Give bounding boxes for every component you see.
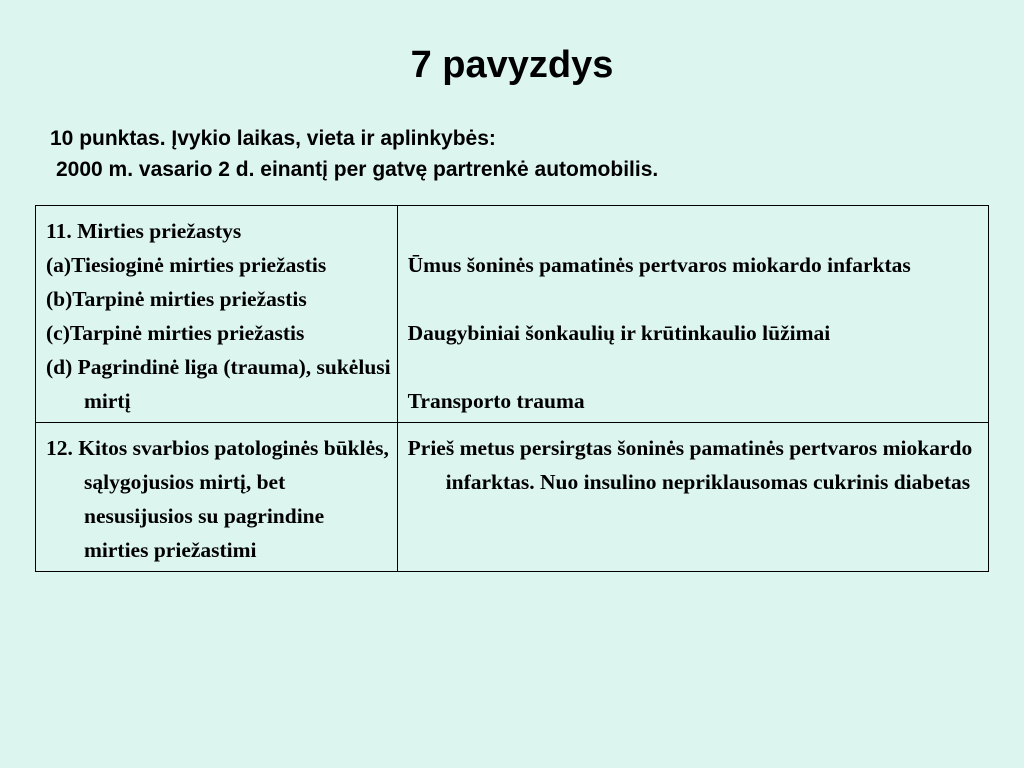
cause-item-a: (a)Tiesioginė mirties priežastis bbox=[46, 253, 327, 277]
death-certificate-table bbox=[35, 205, 989, 572]
cause-item-b: (b)Tarpinė mirties priežastis bbox=[46, 287, 307, 311]
spacer bbox=[408, 350, 982, 384]
causes-heading: 11. Mirties priežastys bbox=[46, 219, 242, 243]
intro-heading: 10 punktas. Įvykio laikas, vieta ir aplinkybės: bbox=[50, 127, 496, 150]
other-conditions-label-cell bbox=[36, 423, 398, 572]
cause-answer-a: Ūmus šoninės pamatinės pertvaros miokardo infarktas bbox=[407, 253, 911, 277]
cause-answer-c: Transporto trauma bbox=[407, 389, 585, 413]
causes-label-cell bbox=[36, 206, 398, 423]
other-conditions-answer: Prieš metus persirgtas šoninės pamatinės pertvaros miokardo infarktas. Nuo insulino nepriklausomas cukrinis diabetas bbox=[407, 436, 973, 494]
table-row bbox=[36, 206, 989, 423]
other-conditions-answer-cell bbox=[397, 423, 988, 572]
cause-answer-b: Daugybiniai šonkaulių ir krūtinkaulio lūžimai bbox=[407, 321, 831, 345]
page-title: 7 pavyzdys bbox=[410, 44, 614, 86]
other-conditions-label: 12. Kitos svarbios patologinės būklės, sąlygojusios mirtį, bet nesusijusios su pagrindine mirties priežastimi bbox=[46, 436, 389, 562]
cause-item-c: (c)Tarpinė mirties priežastis bbox=[46, 321, 305, 345]
intro-description: 2000 m. vasario 2 d. einantį per gatvę partrenkė automobilis. bbox=[56, 158, 659, 181]
cause-item-d: (d) Pagrindinė liga (trauma), sukėlusi mirtį bbox=[46, 355, 391, 413]
intro-block bbox=[50, 123, 658, 185]
spacer bbox=[408, 282, 982, 316]
causes-answer-cell bbox=[397, 206, 988, 423]
spacer bbox=[408, 214, 982, 248]
table-row bbox=[36, 423, 989, 572]
